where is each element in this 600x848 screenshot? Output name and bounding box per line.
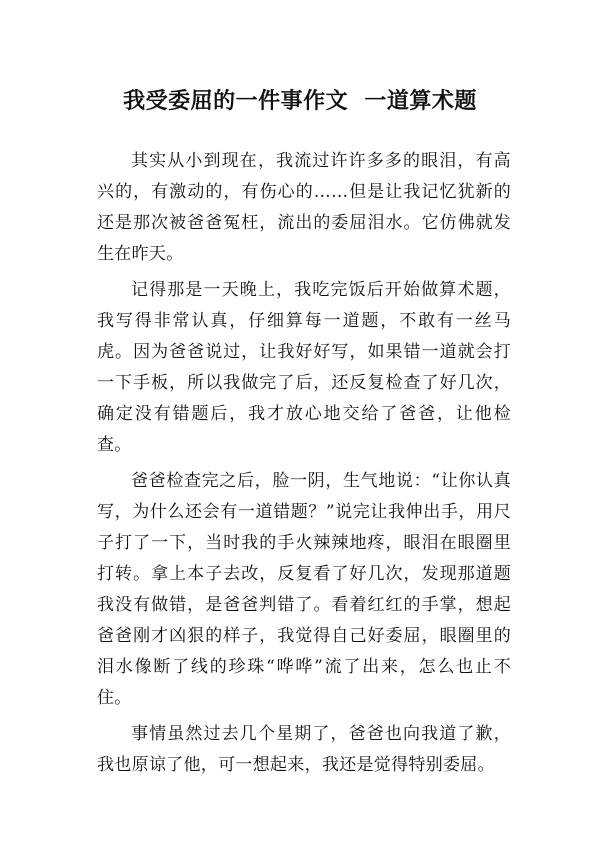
paragraph: 事情虽然过去几个星期了，爸爸也向我道了歉，我也原谅了他，可一想起来，我还是觉得特别委屈。 [97, 724, 511, 775]
paragraph: 记得那是一天晚上，我吃完饭后开始做算术题，我写得非常认真，仔细算每一道题，不敢有一丝马虎。因为爸爸说过，让我好好写，如果错一道就会打一下手板，所以我做完了后，还反复检查了好几次，确定没有错题后，我才放心地交给了爸爸，让他检查。 [97, 280, 511, 455]
paragraph: 爸爸检查完之后，脸一阴，生气地说：“让你认真写，为什么还会有一道错题？”说完让我伸出手，用尺子打了一下，当时我的手火辣辣地疼，眼泪在眼圈里打转。拿上本子去改，反复看了好几次，发现那道题我没有做错，是爸爸判错了。看着红红的手掌，想起爸爸刚才凶狠的样子，我觉得自己好委屈，眼圈里的泪水像断了线的珍珠“哗哗”流了出来，怎么也止不住。 [97, 471, 511, 708]
paragraph: 其实从小到现在，我流过许许多多的眼泪，有高兴的，有激动的，有伤心的……但是让我记忆犹新的还是那次被爸爸冤枉，流出的委屈泪水。它仿佛就发生在昨天。 [97, 151, 511, 264]
document-body [97, 146, 511, 786]
document-title: 我受委屈的一件事作文 一道算术题 [123, 88, 477, 114]
